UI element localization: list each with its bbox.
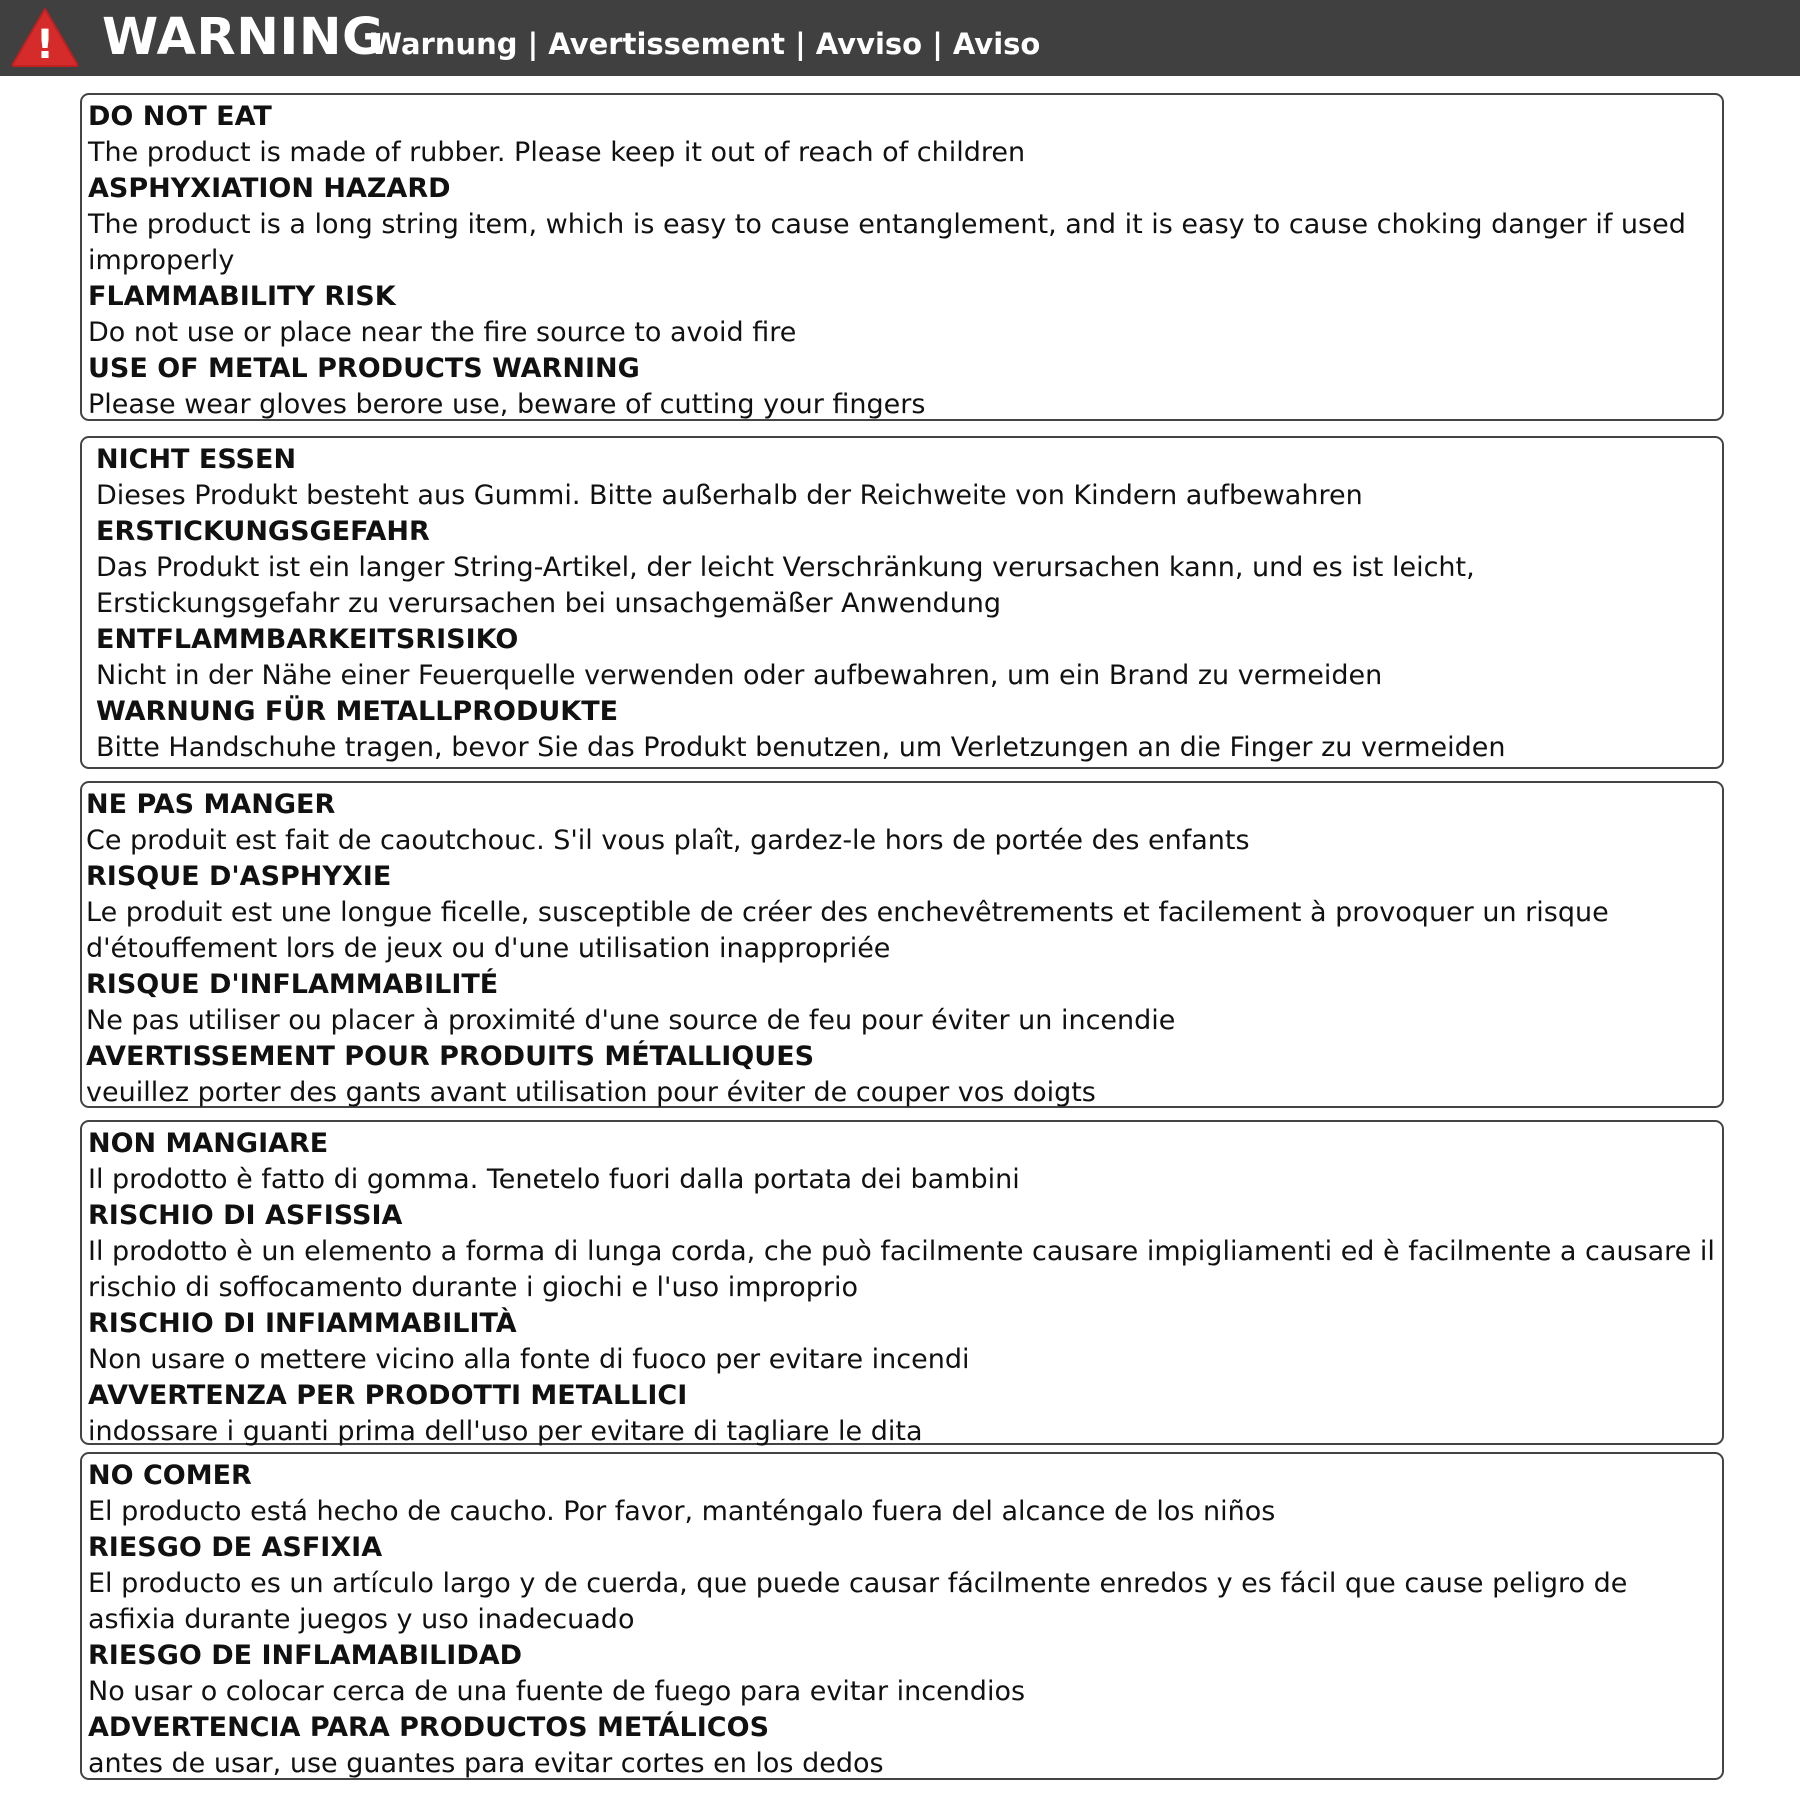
section-heading: RISCHIO DI INFIAMMABILITÀ [88, 1308, 517, 1339]
section-text: Dieses Produkt besteht aus Gummi. Bitte außerhalb der Reichweite von Kindern aufbewahren [96, 480, 1363, 511]
section-text: Il prodotto è un elemento a forma di lunga corda, che può facilmente causare impigliamenti ed è facilmente a causare il rischio di soffocamento durante i giochi e l'uso improprio [88, 1236, 1715, 1303]
section-heading: NON MANGIARE [88, 1128, 329, 1159]
header-subtitle: Warnung | Avertissement | Avviso | Aviso [370, 27, 1041, 61]
section-heading: RISQUE D'ASPHYXIE [86, 861, 392, 892]
warning-panel-spanish [80, 1452, 1724, 1780]
section-heading: ERSTICKUNGSGEFAHR [96, 516, 430, 547]
warning-triangle-icon [10, 6, 80, 68]
section-text: antes de usar, use guantes para evitar cortes en los dedos [88, 1748, 884, 1779]
section-heading: DO NOT EAT [88, 101, 272, 132]
section-text: El producto es un artículo largo y de cuerda, que puede causar fácilmente enredos y es fácil que cause peligro de asfixia durante juegos y uso inadecuado [88, 1568, 1628, 1635]
section-text: Please wear gloves berore use, beware of cutting your fingers [88, 389, 926, 420]
section-heading: ADVERTENCIA PARA PRODUCTOS METÁLICOS [88, 1712, 770, 1743]
section-text: Non usare o mettere vicino alla fonte di fuoco per evitare incendi [88, 1344, 970, 1375]
section-heading: AVERTISSEMENT POUR PRODUITS MÉTALLIQUES [86, 1041, 815, 1072]
section-text: The product is a long string item, which is easy to cause entanglement, and it is easy to cause choking danger if used improperly [88, 209, 1686, 276]
section-heading: RIESGO DE INFLAMABILIDAD [88, 1640, 523, 1671]
section-heading: NICHT ESSEN [96, 444, 297, 475]
section-text: Le produit est une longue ficelle, susceptible de créer des enchevêtrements et facilement à provoquer un risque d'étouffement lors de jeux ou d'une utilisation inappropriée [86, 897, 1609, 964]
warning-panel-french [80, 781, 1724, 1108]
warning-panel-italian [80, 1120, 1724, 1445]
section-text: Ne pas utiliser ou placer à proximité d'une source de feu pour éviter un incendie [86, 1005, 1176, 1036]
warning-panel-german [80, 436, 1724, 769]
section-text: El producto está hecho de caucho. Por favor, manténgalo fuera del alcance de los niños [88, 1496, 1276, 1527]
section-heading: ENTFLAMMBARKEITSRISIKO [96, 624, 519, 655]
section-heading: RISQUE D'INFLAMMABILITÉ [86, 969, 499, 1000]
section-text: Bitte Handschuhe tragen, bevor Sie das Produkt benutzen, um Verletzungen an die Finger zu vermeiden [96, 732, 1506, 763]
section-heading: RIESGO DE ASFIXIA [88, 1532, 383, 1563]
warning-icon-glyph: ! [35, 22, 55, 68]
section-text: Das Produkt ist ein langer String-Artikel, der leicht Verschränkung verursachen kann, und es ist leicht, Erstickungsgefahr zu verursachen bei unsachgemäßer Anwendung [96, 552, 1475, 619]
section-heading: FLAMMABILITY RISK [88, 281, 396, 312]
section-heading: WARNUNG FÜR METALLPRODUKTE [96, 696, 619, 727]
warning-header [0, 0, 1800, 76]
section-heading: RISCHIO DI ASFISSIA [88, 1200, 403, 1231]
section-text: Nicht in der Nähe einer Feuerquelle verwenden oder aufbewahren, um ein Brand zu vermeiden [96, 660, 1383, 691]
section-text: Il prodotto è fatto di gomma. Tenetelo fuori dalla portata dei bambini [88, 1164, 1020, 1195]
section-text: Do not use or place near the fire source to avoid fire [88, 317, 797, 348]
section-heading: NO COMER [88, 1460, 252, 1491]
section-heading: ASPHYXIATION HAZARD [88, 173, 451, 204]
section-text: veuillez porter des gants avant utilisation pour éviter de couper vos doigts [86, 1077, 1096, 1108]
warning-panel-english [80, 93, 1724, 421]
section-heading: USE OF METAL PRODUCTS WARNING [88, 353, 640, 384]
section-text: No usar o colocar cerca de una fuente de fuego para evitar incendios [88, 1676, 1026, 1707]
section-text: Ce produit est fait de caoutchouc. S'il vous plaît, gardez-le hors de portée des enfants [86, 825, 1250, 856]
section-heading: AVVERTENZA PER PRODOTTI METALLICI [88, 1380, 688, 1411]
section-text: indossare i guanti prima dell'uso per evitare di tagliare le dita [88, 1416, 923, 1447]
header-title: WARNING [102, 8, 385, 67]
section-heading: NE PAS MANGER [86, 789, 336, 820]
section-text: The product is made of rubber. Please keep it out of reach of children [88, 137, 1026, 168]
